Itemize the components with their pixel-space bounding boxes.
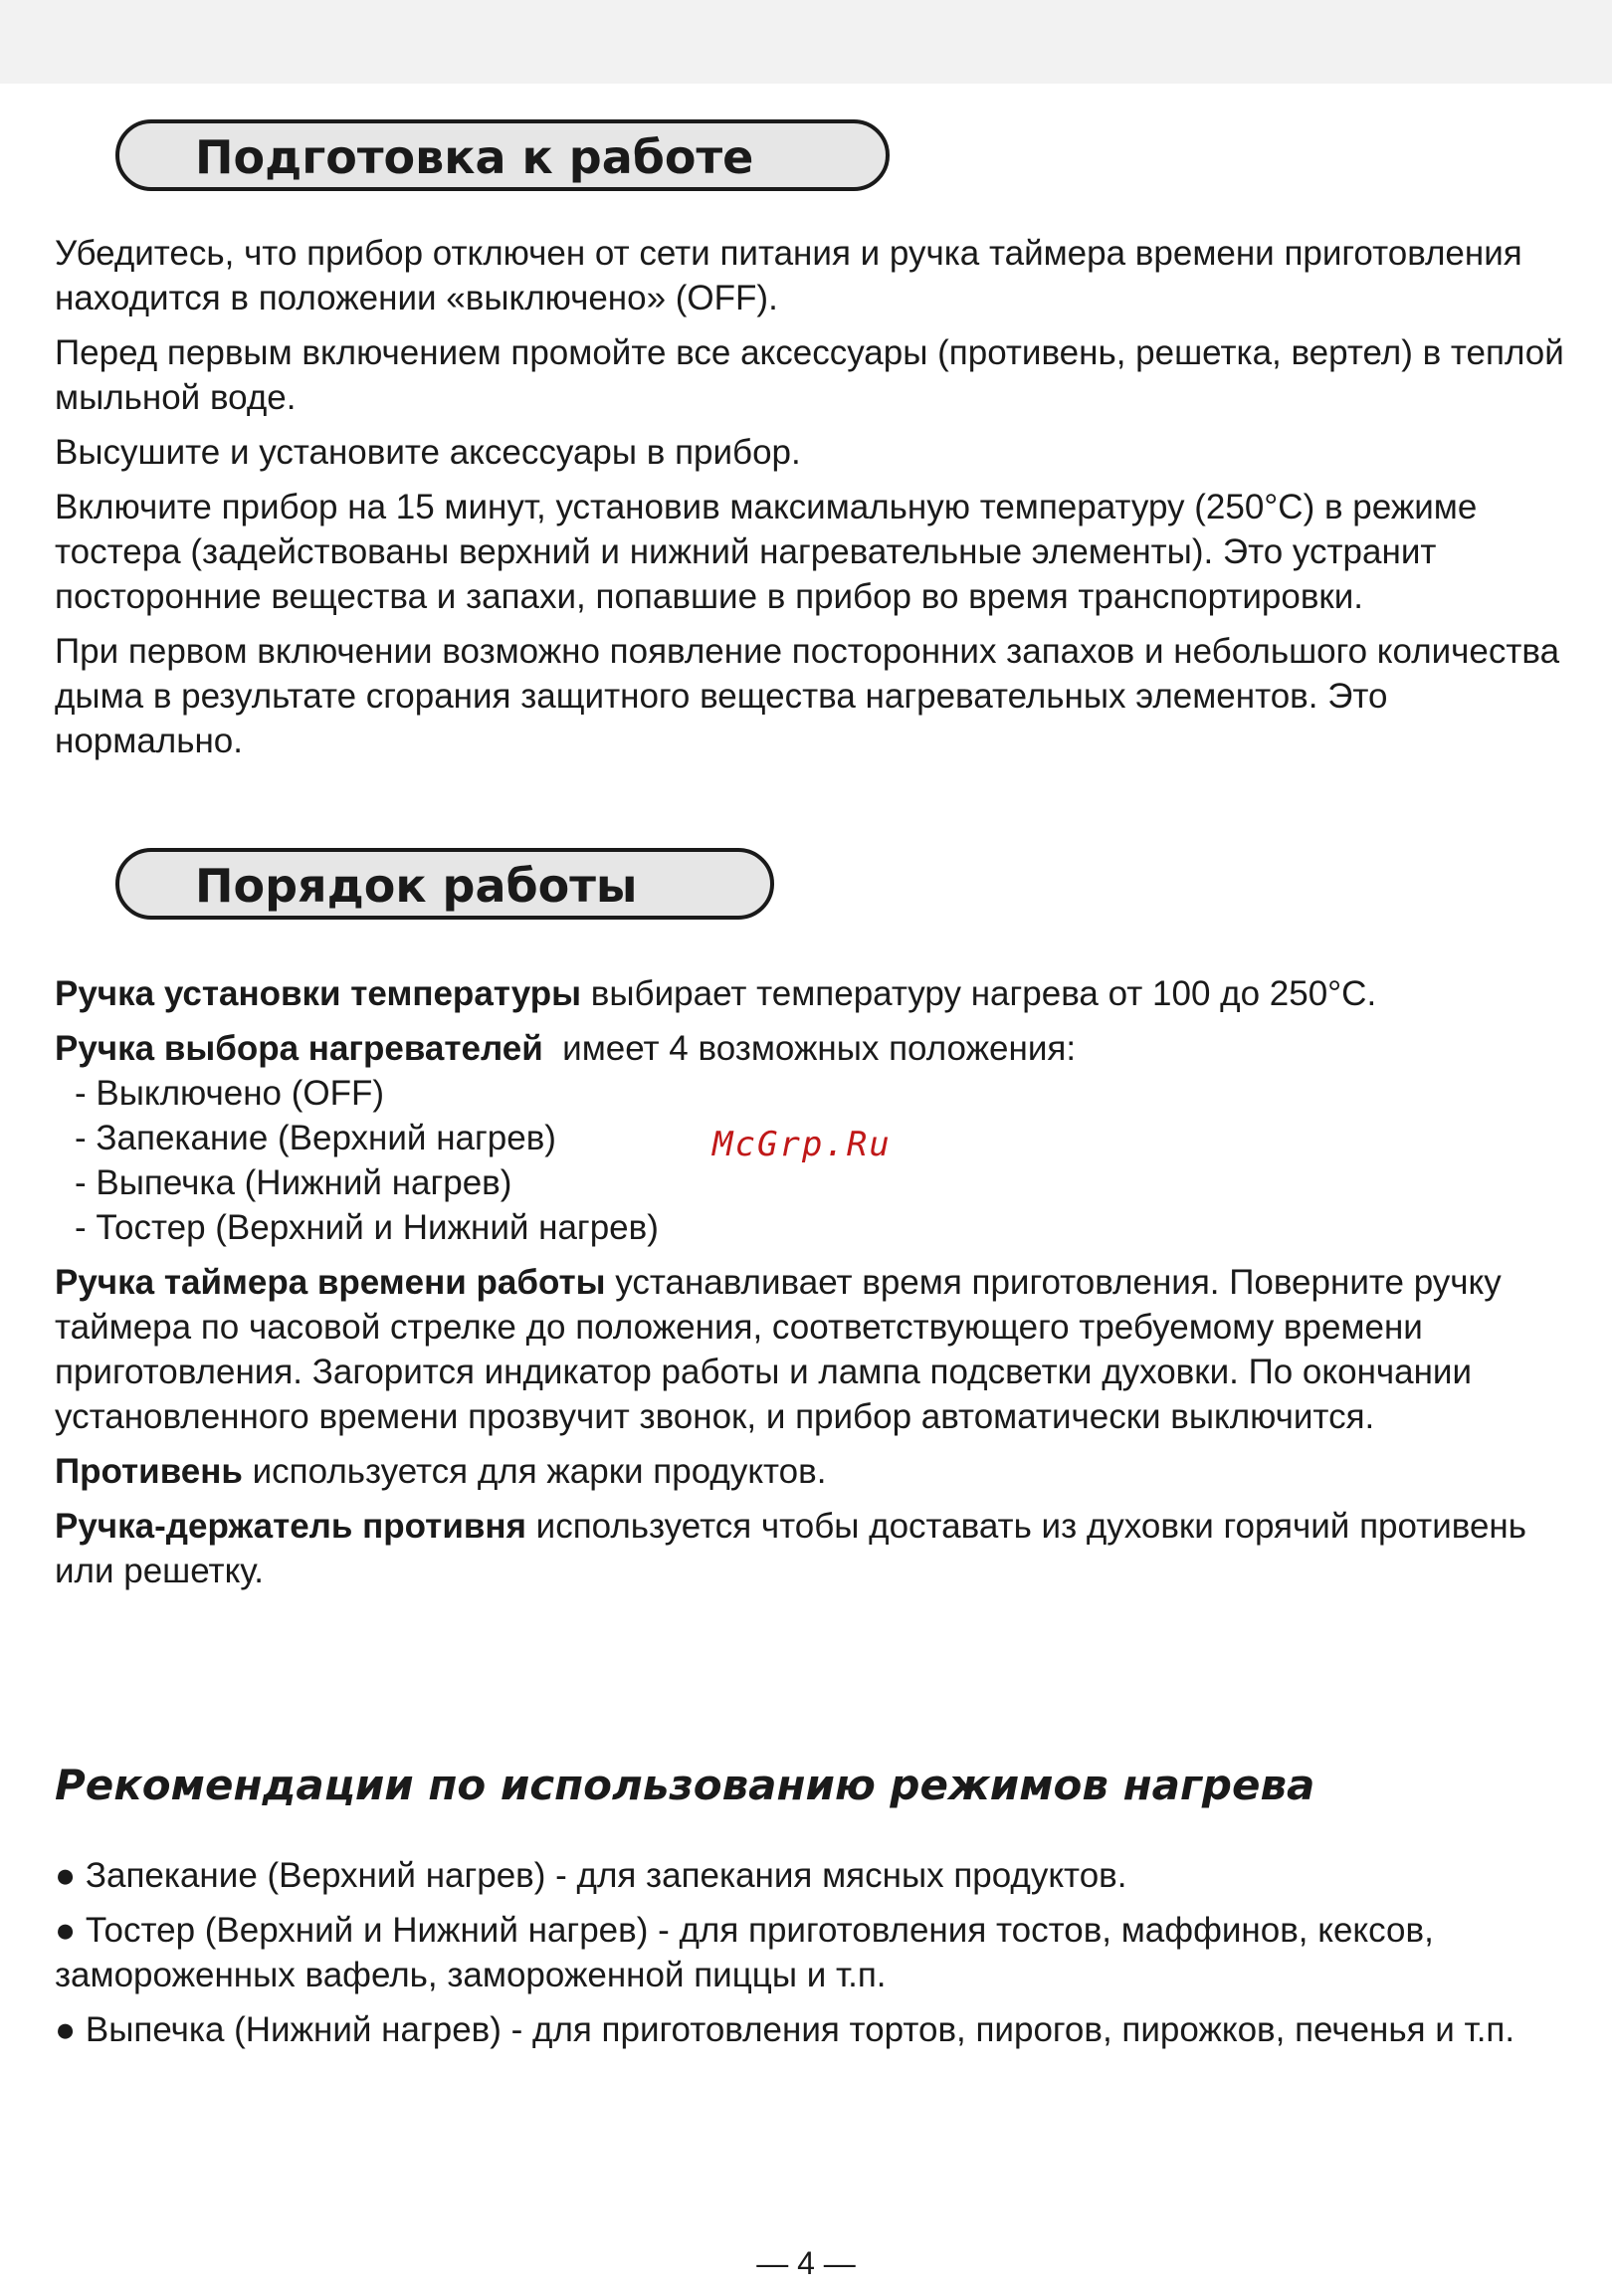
desc-temperature-knob: выбирает температуру нагрева от 100 до 250°С. bbox=[581, 974, 1377, 1013]
term-tray: Противень bbox=[55, 1452, 243, 1491]
term-heater-knob: Ручка выбора нагревателей bbox=[55, 1029, 543, 1068]
paragraph: Высушите и установите аксессуары в прибор. bbox=[55, 433, 801, 472]
paragraph: Убедитесь, что прибор отключен от сети питания и ручка таймера времени приготовления находится в положении «выключено» (OFF). bbox=[55, 234, 1522, 317]
section-title-preparation: Подготовка к работе bbox=[195, 130, 754, 184]
recommendations-list bbox=[55, 1853, 1567, 2062]
term-temperature-knob: Ручка установки температуры bbox=[55, 974, 582, 1013]
section-header-operation bbox=[115, 848, 774, 920]
page-number: — 4 — bbox=[756, 2245, 856, 2281]
list-item: - Выпечка (Нижний нагрев) bbox=[75, 1163, 512, 1202]
list-item: ● Запекание (Верхний нагрев) - для запекания мясных продуктов. bbox=[55, 1856, 1127, 1895]
desc-tray-handle: используется чтобы доставать из духовки горячий противень или решетку. bbox=[55, 1507, 1526, 1590]
top-bar bbox=[0, 0, 1612, 84]
list-item: - Тостер (Верхний и Нижний нагрев) bbox=[75, 1208, 659, 1247]
paragraph-heater-knob bbox=[55, 1026, 1567, 1071]
term-timer-knob: Ручка таймера времени работы bbox=[55, 1263, 606, 1302]
recommendations-title: Рекомендации по использованию режимов нагрева bbox=[55, 1761, 1315, 1809]
list-item: - Выключено (OFF) bbox=[75, 1074, 385, 1113]
paragraph: При первом включении возможно появление посторонних запахов и небольшого количества дыма в результате сгорания защитного вещества нагревательных элементов. Это нормально. bbox=[55, 632, 1560, 760]
list-item: ● Выпечка (Нижний нагрев) - для приготовления тортов, пирогов, пирожков, печенья и т.п. bbox=[55, 2010, 1515, 2049]
desc-heater-knob: имеет 4 возможных положения: bbox=[542, 1029, 1077, 1068]
paragraph: Перед первым включением промойте все аксессуары (противень, решетка, вертел) в теплой мыльной воде. bbox=[55, 333, 1564, 417]
operation-text bbox=[55, 971, 1567, 1603]
paragraph-tray-handle bbox=[55, 1504, 1567, 1593]
watermark: McGrp.Ru bbox=[712, 1125, 892, 1164]
list-item: - Запекание (Верхний нагрев) bbox=[75, 1119, 556, 1157]
paragraph-timer-knob bbox=[55, 1260, 1567, 1439]
preparation-text bbox=[55, 231, 1567, 773]
list-item: ● Тостер (Верхний и Нижний нагрев) - для приготовления тостов, маффинов, кексов, замороженных вафель, замороженной пиццы и т.п. bbox=[55, 1911, 1434, 1994]
paragraph: Включите прибор на 15 минут, установив максимальную температуру (250°С) в режиме тостера (задействованы верхний и нижний нагревательные элементы). Это устранит посторонние вещества и запахи, попавшие в прибор во время транспортировки. bbox=[55, 488, 1478, 616]
section-title-operation: Порядок работы bbox=[195, 859, 638, 913]
paragraph-temperature-knob bbox=[55, 971, 1567, 1016]
term-tray-handle: Ручка-держатель противня bbox=[55, 1507, 526, 1546]
desc-tray: используется для жарки продуктов. bbox=[242, 1452, 827, 1491]
paragraph-tray bbox=[55, 1449, 1567, 1494]
section-header-preparation bbox=[115, 119, 890, 191]
desc-timer-knob: устанавливает время приготовления. Поверните ручку таймера по часовой стрелке до положения, соответствующего требуемому времени приготовления. Загорится индикатор работы и лампа подсветки духовки. По окончании установленного времени прозвучит звонок, и прибор автоматически выключится. bbox=[55, 1263, 1502, 1436]
